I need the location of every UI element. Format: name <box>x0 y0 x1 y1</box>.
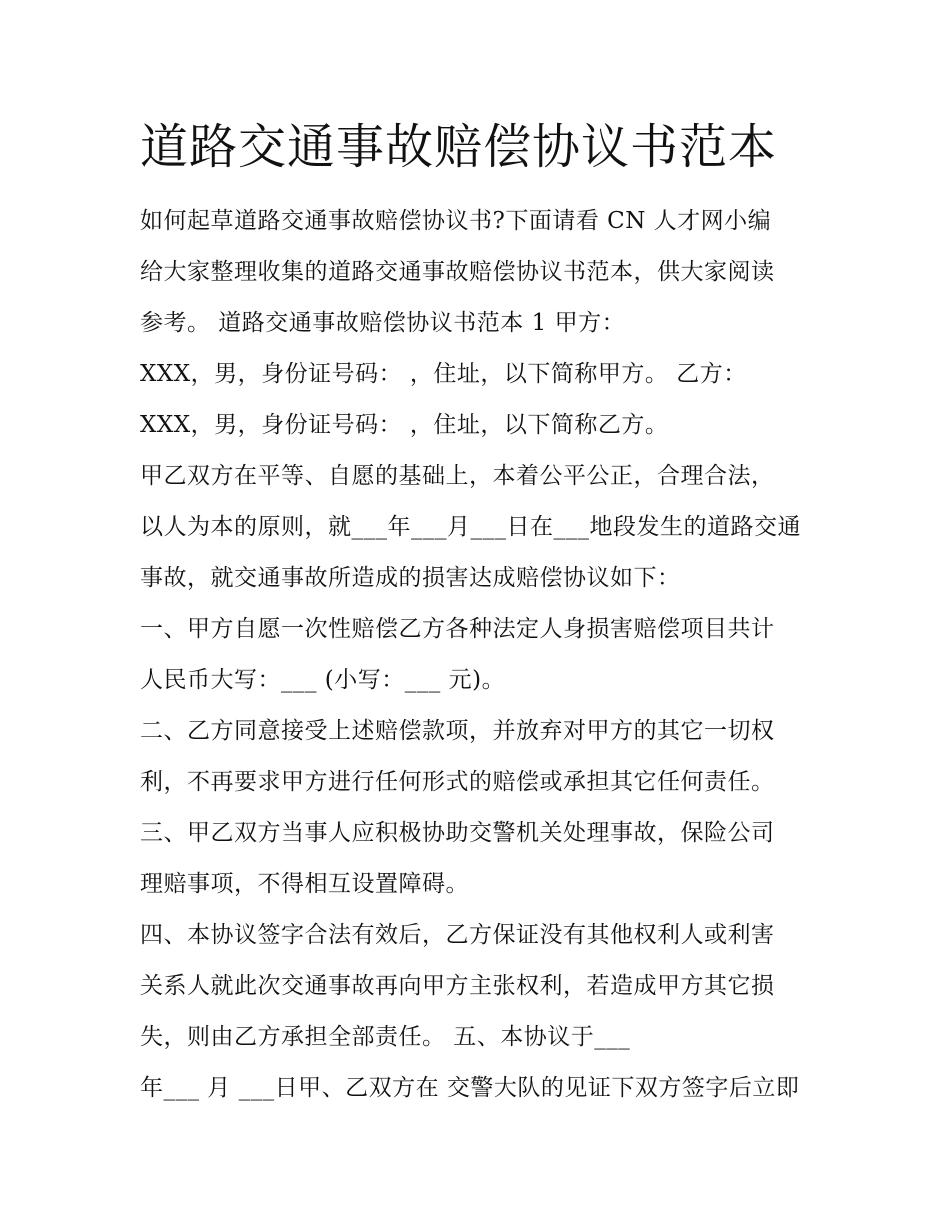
body-line: 三、甲乙双方当事人应积极协助交警机关处理事故，保险公司 <box>140 820 775 846</box>
body-line: 事故，就交通事故所造成的损害达成赔偿协议如下： <box>140 565 681 591</box>
body-line: 人民币大写：___ (小写：___ 元)。 <box>140 667 506 693</box>
body-line: 参考。 道路交通事故赔偿协议书范本 1 甲方： <box>140 310 626 336</box>
body-line: XXX，男，身份证号码： ，住址，以下简称甲方。 乙方： <box>140 361 747 387</box>
document-title: 道路交通事故赔偿协议书范本 <box>140 119 778 175</box>
body-line: 给大家整理收集的道路交通事故赔偿协议书范本，供大家阅读 <box>140 259 775 285</box>
body-line: 一、甲方自愿一次性赔偿乙方各种法定人身损害赔偿项目共计 <box>140 616 775 642</box>
document-body <box>140 196 830 1114</box>
body-line: 如何起草道路交通事故赔偿协议书?下面请看 CN 人才网小编 <box>140 208 772 234</box>
body-line: 失，则由乙方承担全部责任。 五、本协议于___ <box>140 1024 631 1050</box>
body-line: 利，不再要求甲方进行任何形式的赔偿或承担其它任何责任。 <box>140 769 775 795</box>
body-line: 以人为本的原则，就___年___月___日在___地段发生的道路交通 <box>140 514 801 540</box>
body-line: 甲乙双方在平等、自愿的基础上，本着公平公正，合理合法， <box>140 463 775 489</box>
body-line: 二、乙方同意接受上述赔偿款项，并放弃对甲方的其它一切权 <box>140 718 775 744</box>
body-line: 四、本协议签字合法有效后，乙方保证没有其他权利人或利害 <box>140 922 775 948</box>
body-line: 理赔事项，不得相互设置障碍。 <box>140 871 469 897</box>
body-line: 关系人就此次交通事故再向甲方主张权利，若造成甲方其它损 <box>140 973 775 999</box>
body-line: XXX，男，身份证号码： ，住址，以下简称乙方。 <box>140 412 669 438</box>
body-line: 年___ 月 ___日甲、乙双方在 交警大队的见证下双方签字后立即 <box>140 1075 800 1101</box>
